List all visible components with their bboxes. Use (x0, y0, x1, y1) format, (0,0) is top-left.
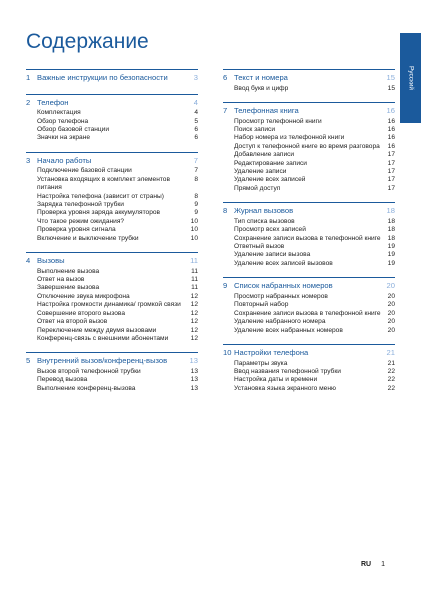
entry-title: Проверка уровня сигнала (37, 226, 116, 234)
section-number: 10 (223, 347, 232, 357)
entry-title: Комплектация (37, 109, 81, 117)
entry-title: Выполнение конференц-вызова (37, 384, 136, 392)
toc-entry[interactable] (223, 143, 395, 151)
entry-title: Вызов второй телефонной трубки (37, 367, 141, 375)
section-number: 9 (223, 281, 228, 291)
toc-entry[interactable] (223, 310, 395, 318)
entry-title: Установка входящих в комплект элементов питания (37, 175, 170, 192)
section-title: Телефон (37, 97, 69, 107)
entry-page: 9 (194, 209, 198, 217)
entry-page: 4 (194, 109, 198, 117)
entry-page: 13 (190, 376, 198, 384)
section-title: Список набранных номеров (234, 281, 333, 291)
section-title: Журнал вызовов (234, 206, 294, 216)
entry-page: 12 (190, 301, 198, 309)
toc-section-heading[interactable] (26, 94, 198, 110)
toc-section-heading[interactable] (223, 102, 395, 118)
entry-title: Параметры звука (234, 359, 288, 367)
footer-page-number: 1 (381, 561, 385, 568)
toc-entry[interactable] (26, 109, 198, 117)
toc-section-heading[interactable] (223, 69, 395, 85)
entry-page: 20 (387, 318, 395, 326)
entry-page: 17 (387, 151, 395, 159)
section-number: 6 (223, 73, 228, 82)
entry-page: 12 (190, 326, 198, 334)
entry-title: Удаление всех набранных номеров (234, 326, 343, 334)
entry-title: Перевод вызова (37, 376, 88, 384)
section-title: Настройки телефона (234, 347, 309, 357)
entry-page: 22 (387, 384, 395, 392)
entry-title: Набор номера из телефонной книги (234, 134, 345, 142)
entry-page: 10 (190, 234, 198, 242)
section-number: 8 (223, 206, 228, 216)
entry-page: 17 (387, 168, 395, 176)
section-page: 7 (193, 155, 198, 165)
toc-section-heading[interactable] (26, 69, 198, 85)
toc-entry[interactable] (26, 209, 198, 217)
toc-entry[interactable] (26, 126, 198, 134)
section-title: Вызовы (37, 256, 65, 266)
toc-entry[interactable] (26, 368, 198, 376)
toc-entry[interactable] (223, 235, 395, 243)
entry-title: Настройка телефона (зависит от страны) (37, 192, 164, 200)
toc-section (223, 344, 395, 393)
toc-entry[interactable] (26, 376, 198, 384)
section-page: 15 (386, 73, 395, 82)
toc-entry[interactable] (26, 318, 198, 326)
toc-section-heading[interactable] (223, 202, 395, 218)
toc-section (26, 352, 198, 393)
entry-title: Просмотр набранных номеров (234, 292, 328, 300)
entry-page: 18 (387, 234, 395, 242)
toc-entry[interactable] (223, 385, 395, 393)
entry-page: 20 (387, 309, 395, 317)
section-page: 16 (386, 106, 395, 115)
footer-language: RU (361, 561, 372, 568)
entry-title: Сохранение записи вызова в телефонной книге (234, 309, 381, 317)
toc-entry[interactable] (26, 327, 198, 335)
entry-page: 13 (190, 367, 198, 375)
entry-title: Добавление записи (234, 151, 295, 159)
entry-page: 19 (387, 259, 395, 267)
entry-title: Включение и выключение трубки (37, 234, 139, 242)
toc-entry[interactable] (26, 134, 198, 142)
section-page: 20 (386, 281, 395, 291)
side-tab-label: Русский (407, 65, 414, 91)
entry-page: 17 (387, 184, 395, 192)
section-number: 1 (26, 73, 31, 82)
entry-title: Обзор базовой станции (37, 126, 110, 133)
entry-page: 11 (191, 284, 198, 292)
section-number: 7 (223, 106, 228, 115)
toc-section-heading[interactable] (26, 252, 198, 268)
toc-entry[interactable] (26, 301, 198, 309)
entry-page: 21 (387, 359, 395, 367)
entry-title: Удаление набранного номера (234, 318, 326, 326)
toc-section-heading[interactable] (26, 352, 198, 368)
section-number: 5 (26, 356, 31, 366)
entry-page: 8 (194, 175, 198, 183)
toc-section (26, 252, 198, 343)
toc-entry[interactable] (223, 327, 395, 335)
entry-title: Поиск записи (234, 126, 276, 133)
toc-section-heading[interactable] (223, 344, 395, 360)
entry-title: Ответ на вызов (37, 276, 85, 284)
section-number: 4 (26, 256, 31, 266)
toc-entry[interactable] (223, 160, 395, 168)
entry-page: 9 (194, 201, 198, 209)
entry-title: Повторный набор (234, 301, 289, 309)
entry-page: 20 (387, 326, 395, 334)
section-page: 4 (193, 97, 198, 107)
entry-title: Удаление записи (234, 168, 287, 176)
toc-entry[interactable] (223, 226, 395, 234)
section-page: 18 (386, 206, 395, 216)
entry-page: 18 (387, 226, 395, 234)
entry-title: Завершение вызова (37, 284, 100, 292)
entry-page: 12 (190, 318, 198, 326)
entry-title: Выполнение вызова (37, 267, 100, 275)
entry-title: Сохранение записи вызова в телефонной книге (234, 234, 381, 242)
entry-title: Ответ на второй вызов (37, 318, 108, 326)
toc-entry[interactable] (26, 176, 198, 193)
toc-entry[interactable] (223, 176, 395, 184)
entry-page: 20 (387, 301, 395, 309)
toc-entry[interactable] (223, 134, 395, 142)
entry-title: Удаление записи вызова (234, 251, 311, 259)
toc-entry[interactable] (26, 385, 198, 393)
toc-section (223, 69, 395, 93)
toc-entry[interactable] (223, 185, 395, 193)
entry-title: Переключение между двумя вызовами (37, 326, 157, 334)
section-title: Текст и номера (234, 73, 288, 82)
entry-page: 12 (190, 292, 198, 300)
entry-title: Проверка уровня заряда аккумуляторов (37, 209, 161, 217)
toc-column-right (223, 69, 395, 402)
entry-page: 10 (190, 226, 198, 234)
section-number: 2 (26, 97, 31, 107)
toc-entry[interactable] (26, 276, 198, 284)
toc-entry[interactable] (26, 218, 198, 226)
section-title: Начало работы (37, 155, 92, 165)
entry-page: 17 (387, 176, 395, 184)
section-page: 21 (386, 347, 395, 357)
section-title: Внутренний вызов/конференц-вызов (37, 356, 168, 366)
toc-section-heading[interactable] (223, 277, 395, 293)
entry-title: Ввод названия телефонной трубки (234, 367, 341, 375)
toc-entry[interactable] (26, 226, 198, 234)
toc-entry[interactable] (223, 243, 395, 251)
entry-title: Настройка громкости динамика/ громкой связи (37, 301, 181, 309)
entry-title: Установка языка экранного меню (234, 384, 336, 392)
toc-entry[interactable] (223, 260, 395, 268)
entry-title: Что такое режим ожидания? (37, 217, 125, 225)
toc-entry[interactable] (26, 284, 198, 292)
toc-section (223, 102, 395, 193)
entry-title: Удаление всех записей вызовов (234, 259, 333, 267)
entry-page: 6 (194, 134, 198, 142)
entry-title: Просмотр телефонной книги (234, 117, 322, 125)
entry-page: 7 (194, 167, 198, 175)
language-side-tab (400, 33, 421, 123)
entry-page: 22 (387, 367, 395, 375)
entry-page: 19 (387, 251, 395, 259)
section-title: Важные инструкции по безопасности (37, 73, 168, 82)
toc-entry[interactable] (26, 335, 198, 343)
entry-title: Настройка даты и времени (234, 376, 318, 384)
entry-title: Ответный вызов (234, 243, 285, 251)
entry-page: 19 (387, 243, 395, 251)
toc-entry[interactable] (223, 301, 395, 309)
entry-page: 17 (387, 159, 395, 167)
entry-title: Тип списка вызовов (234, 217, 295, 225)
toc-entry[interactable] (223, 151, 395, 159)
entry-page: 11 (191, 276, 198, 284)
toc-entry[interactable] (223, 85, 395, 93)
entry-title: Удаление всех записей (234, 176, 306, 184)
section-page: 13 (189, 356, 198, 366)
toc-column-left (26, 69, 198, 402)
entry-page: 16 (387, 117, 395, 125)
entry-page: 12 (190, 334, 198, 342)
entry-page: 16 (387, 134, 395, 142)
entry-page: 10 (190, 217, 198, 225)
toc-entry[interactable] (26, 167, 198, 175)
toc-entry[interactable] (26, 235, 198, 243)
entry-page: 22 (387, 376, 395, 384)
entry-page: 16 (387, 142, 395, 150)
toc-entry[interactable] (223, 376, 395, 384)
entry-page: 6 (194, 126, 198, 133)
toc-entry[interactable] (26, 310, 198, 318)
toc-entry[interactable] (223, 360, 395, 368)
entry-title: Обзор телефона (37, 117, 89, 125)
entry-page: 16 (387, 126, 395, 133)
entry-title: Подключение базовой станции (37, 167, 132, 175)
toc-section (26, 152, 198, 243)
entry-title: Прямой доступ (234, 184, 281, 192)
entry-title: Значки на экране (37, 134, 91, 142)
toc-entry[interactable] (26, 193, 198, 201)
entry-page: 18 (387, 217, 395, 225)
entry-title: Доступ к телефонной книге во время разговора (234, 142, 380, 150)
toc-section (26, 94, 198, 143)
entry-page: 20 (387, 292, 395, 300)
toc-section (26, 69, 198, 85)
page-title: Содержание (26, 30, 149, 53)
entry-page: 5 (194, 117, 198, 125)
toc-section (223, 277, 395, 335)
page-footer (361, 561, 385, 568)
toc-entry[interactable] (26, 118, 198, 126)
entry-page: 15 (387, 84, 395, 92)
toc-entry[interactable] (223, 218, 395, 226)
entry-title: Ввод букв и цифр (234, 84, 289, 92)
toc-section (223, 202, 395, 268)
entry-title: Редактирование записи (234, 159, 307, 167)
entry-title: Конференц-связь с внешними абонентами (37, 334, 169, 342)
section-title: Телефонная книга (234, 106, 299, 115)
toc-section-heading[interactable] (26, 152, 198, 168)
toc-entry[interactable] (223, 318, 395, 326)
section-page: 3 (193, 73, 198, 82)
section-page: 11 (190, 256, 198, 266)
entry-page: 13 (190, 384, 198, 392)
toc-entry[interactable] (223, 118, 395, 126)
entry-page: 12 (190, 309, 198, 317)
entry-page: 11 (191, 267, 198, 275)
entry-title: Просмотр всех записей (234, 226, 306, 234)
toc-entry[interactable] (26, 201, 198, 209)
section-number: 3 (26, 155, 31, 165)
toc-entry[interactable] (26, 268, 198, 276)
entry-title: Отключение звука микрофона (37, 292, 130, 300)
toc-entry[interactable] (223, 251, 395, 259)
entry-title: Совершение второго вызова (37, 309, 125, 317)
entry-title: Зарядка телефонной трубки (37, 201, 124, 209)
entry-page: 8 (194, 192, 198, 200)
